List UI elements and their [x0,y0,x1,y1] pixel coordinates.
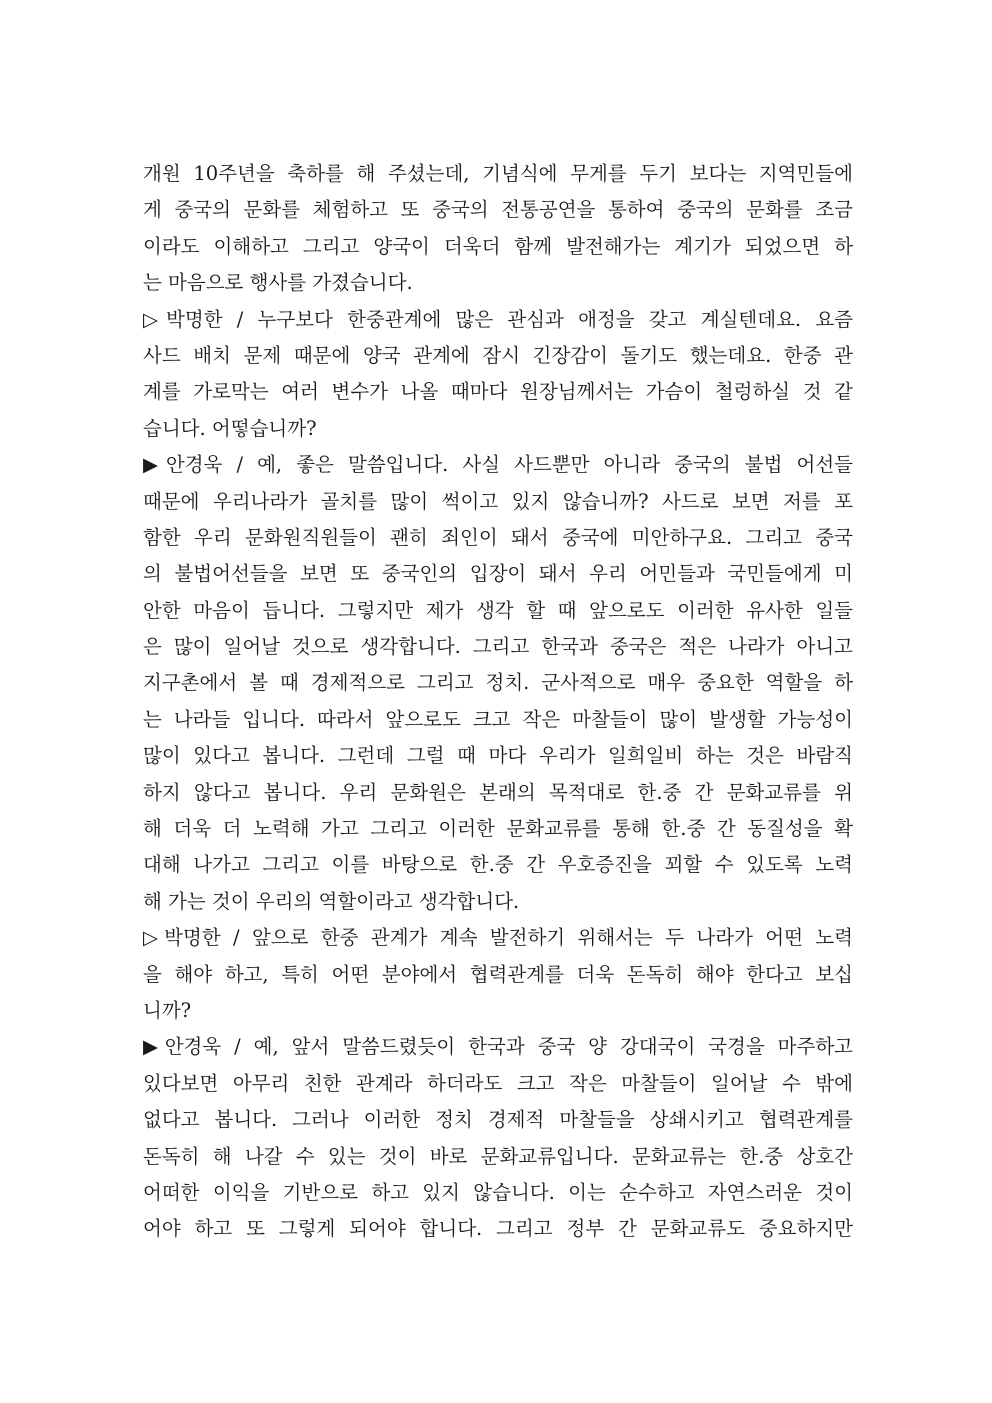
text-line: 개원 10주년을 축하를 해 주셨는데, 기념식에 무게를 두기 보다는 지역민들에 [143,162,853,185]
paragraph-answer-2 [143,1029,853,1247]
text-line: 많이 있다고 봅니다. 그런데 그럴 때 마다 우리가 일희일비 하는 것은 바람직 [143,744,853,768]
text-line: 는 나라들 입니다. 따라서 앞으로도 크고 작은 마찰들이 많이 발생할 가능성이 [143,707,853,731]
paragraph-answer-1 [143,447,853,920]
text-line: 있다보면 아무리 친한 관계라 하더라도 크고 작은 마찰들이 일어날 수 밖에 [143,1071,853,1095]
paragraph-question-2 [143,920,853,1029]
text-line: 은 많이 일어날 것으로 생각합니다. 그리고 한국과 중국은 적은 나라가 아니고 [143,635,853,659]
text-line: 어야 하고 또 그렇게 되어야 합니다. 그리고 정부 간 문화교류도 중요하지만 [143,1217,853,1241]
text-line: 대해 나가고 그리고 이를 바탕으로 한.중 간 우호증진을 꾀할 수 있도록 노력 [143,853,853,877]
text-line: 없다고 봅니다. 그러나 이러한 정치 경제적 마찰들을 상쇄시키고 협력관계를 [143,1108,853,1132]
text-line: ▶안경욱 / 예, 좋은 말씀입니다. 사실 사드뿐만 아니라 중국의 불법 어선들 [143,453,853,477]
paragraph-question-1 [143,302,853,448]
text-line: 을 해야 하고, 특히 어떤 분야에서 협력관계를 더욱 돈독히 해야 한다고 보십 [143,962,853,986]
interview-transcript [143,156,853,1248]
text-line: 니까? [143,998,192,1022]
text-line: 지구촌에서 볼 때 경제적으로 그리고 정치. 군사적으로 매우 중요한 역할을 하 [143,671,853,695]
text-line: 함한 우리 문화원직원들이 괜히 죄인이 돼서 중국에 미안하구요. 그리고 중국 [143,525,853,549]
text-line: 해 더욱 더 노력해 가고 그리고 이러한 문화교류를 통해 한.중 간 동질성을 확 [143,817,853,841]
text-line: 안한 마음이 듭니다. 그렇지만 제가 생각 할 때 앞으로도 이러한 유사한 일들 [143,598,853,622]
paragraph-intro-continuation [143,156,853,302]
text-line: 돈독히 해 나갈 수 있는 것이 바로 문화교류입니다. 문화교류는 한.중 상호간 [143,1144,853,1168]
text-line: 습니다. 어떻습니까? [143,416,317,440]
text-line: 사드 배치 문제 때문에 양국 관계에 잠시 긴장감이 돌기도 했는데요. 한중 관 [143,343,853,367]
text-line: ▶안경욱 / 예, 앞서 말씀드렸듯이 한국과 중국 양 강대국이 국경을 마주하고 [143,1035,853,1059]
text-line: 어떠한 이익을 기반으로 하고 있지 않습니다. 이는 순수하고 자연스러운 것이 [143,1180,853,1204]
text-line: 는 마음으로 행사를 가졌습니다. [143,271,413,295]
text-line: 하지 않다고 봅니다. 우리 문화원은 본래의 목적대로 한.중 간 문화교류를 위 [143,780,853,804]
text-line: 의 불법어선들을 보면 또 중국인의 입장이 돼서 우리 어민들과 국민들에게 미 [143,562,853,586]
text-line: 게 중국의 문화를 체험하고 또 중국의 전통공연을 통하여 중국의 문화를 조금 [143,198,853,222]
text-line: 계를 가로막는 여러 변수가 나올 때마다 원장님께서는 가슴이 철렁하실 것 같 [143,380,853,404]
text-line: ▷박명한 / 누구보다 한중관계에 많은 관심과 애정을 갖고 계실텐데요. 요즘 [143,307,853,331]
text-line: ▷박명한 / 앞으로 한중 관계가 계속 발전하기 위해서는 두 나라가 어떤 노력 [143,926,853,950]
text-line: 해 가는 것이 우리의 역할이라고 생각합니다. [143,889,520,913]
text-line: 이라도 이해하고 그리고 양국이 더욱더 함께 발전해가는 계기가 되었으면 하 [143,234,853,258]
text-line: 때문에 우리나라가 골치를 많이 썩이고 있지 않습니까? 사드로 보면 저를 포 [143,489,853,513]
